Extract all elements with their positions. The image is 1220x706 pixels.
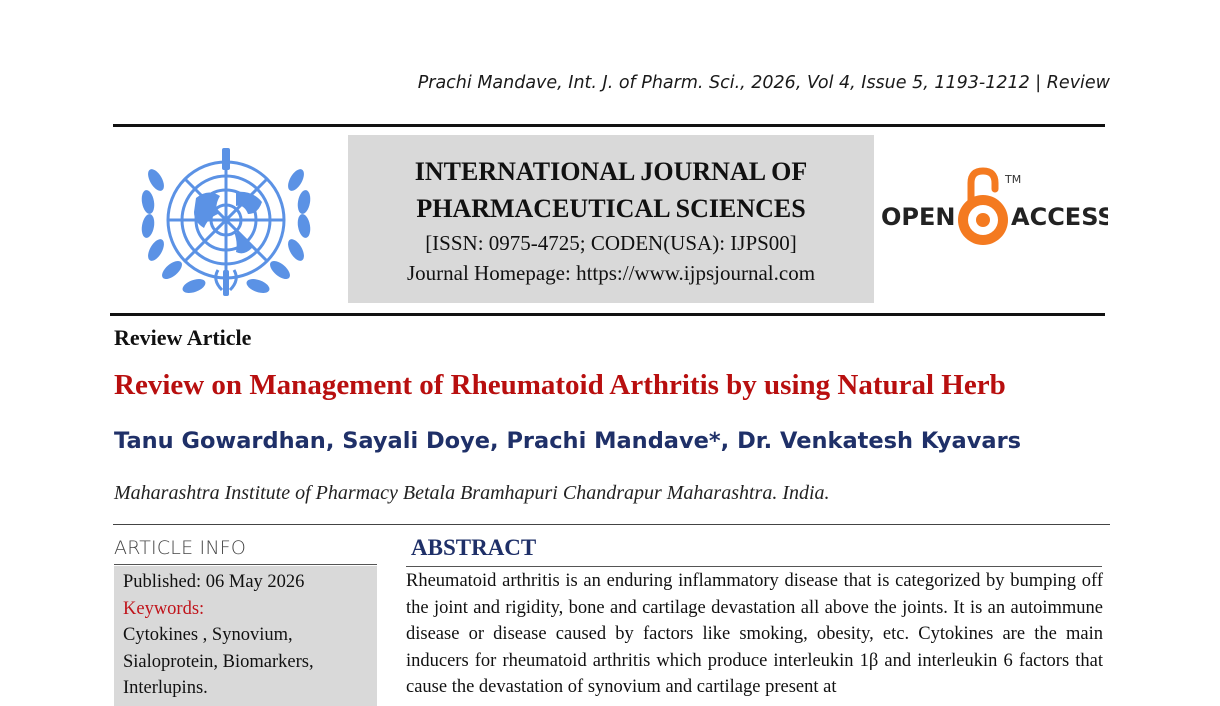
article-authors: Tanu Gowardhan, Sayali Doye, Prachi Mandave*, Dr. Venkatesh Kyavars: [114, 428, 1022, 454]
journal-title: [348, 153, 874, 227]
open-lock-icon: [958, 171, 1008, 245]
journal-emblem-logo: [126, 140, 326, 305]
running-head: Prachi Mandave, Int. J. of Pharm. Sci., 2026, Vol 4, Issue 5, 1193-1212 | Review: [417, 73, 1110, 93]
journal-masthead: [348, 135, 874, 303]
article-info-panel: [114, 566, 377, 706]
keywords-line: Cytokines , Synovium,: [123, 625, 293, 645]
keywords-line: Interlupins.: [123, 678, 208, 698]
abstract-heading: ABSTRACT: [411, 535, 537, 560]
journal-title-line1: INTERNATIONAL JOURNAL OF: [414, 157, 808, 186]
published-date: Published: 06 May 2026: [123, 572, 305, 592]
article-info-heading: ARTICLE INFO: [114, 537, 247, 559]
top-rule: [113, 124, 1105, 127]
keywords-line: Sialoprotein, Biomarkers,: [123, 651, 314, 672]
article-type: Review Article: [114, 325, 252, 350]
article-info-rule: [114, 564, 377, 565]
journal-title-line2: PHARMACEUTICAL SCIENCES: [416, 194, 806, 223]
abstract-text: Rheumatoid arthritis is an enduring inflammatory disease that is categorized by bumping off the joint and rigidity, bone and cartilage devastation all above the joints. It is an autoimmune disease or disease caused by factors like smoking, obesity, etc. Cytokines are the main inducers for rheumatoid arthritis which produce interleukin 1β and interleukin 6 factors that cause the devastation of synovium and cartilage present at: [406, 571, 1103, 698]
open-access-right-text: ACCESS: [1011, 203, 1108, 231]
keywords-label: Keywords:: [123, 598, 205, 619]
journal-homepage: Journal Homepage: https://www.ijpsjournal.com: [406, 261, 816, 285]
affiliation-rule: [113, 524, 1110, 525]
trademark-mark: TM: [1005, 173, 1022, 186]
article-affiliation: Maharashtra Institute of Pharmacy Betala Bramhapuri Chandrapur Maharashtra. India.: [114, 482, 830, 504]
journal-issn: [ISSN: 0975-4725; CODEN(USA): IJPS00]: [425, 231, 797, 255]
open-access-logo: [878, 165, 1108, 255]
article-title: Review on Management of Rheumatoid Arthritis by using Natural Herb: [114, 369, 1006, 401]
masthead-rule: [110, 313, 1105, 316]
abstract-rule: [406, 566, 1102, 567]
open-access-left-text: OPEN: [881, 203, 956, 231]
